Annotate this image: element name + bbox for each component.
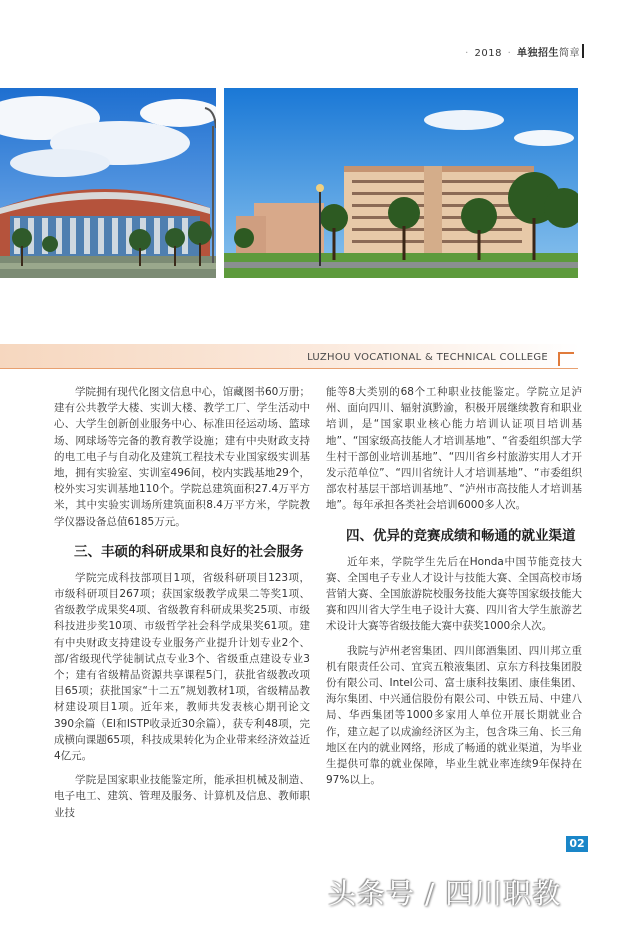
page-number: 02: [566, 836, 588, 852]
college-name: LUZHOU VOCATIONAL & TECHNICAL COLLEGE: [307, 352, 548, 363]
section-4-title: 四、优异的竞赛成绩和畅通的就业渠道: [346, 527, 576, 544]
section-3-title: 三、丰硕的科研成果和良好的社会服务: [74, 543, 304, 560]
campus-photo-dormitories: [224, 88, 578, 278]
header-year: 2018: [474, 48, 502, 59]
header-dot: ·: [507, 48, 512, 59]
header-title-bold: 单独招生: [517, 48, 559, 59]
employment-paragraph: 我院与泸州老窖集团、四川郎酒集团、四川邦立重机有限责任公司、宜宾五粮液集团、京东方科技集团股份有限公司、Intel公司、富士康科技集团、康佳集团、海尔集团、中兴通信股份有限公司、中铁五局、中建八局、华西集团等1000多家用人单位开展长期就业合作，建立起了以成渝经济区为主，包含珠三角、长三角地区在内的就业网络，形成了畅通的就业渠道，为毕业生提供可靠的就业保障，毕业生就业率连续9年保持在97%以上。: [326, 644, 582, 787]
left-column: [54, 384, 310, 821]
campus-photo-library: [0, 88, 216, 278]
banner-underline: [0, 368, 578, 369]
training-base-paragraph: 能等8大类别的68个工种职业技能鉴定。学院立足泸州、面向四川、辐射滇黔渝，积极开展继续教育和职业培训，是“国家职业核心能力培训认证项目培训基地”、“国家级高技能人才培训基地”、“省委组织部大学生村干部创业培训基地”、“四川省乡村旅游实用人才开发示范单位”、“四川省统计人才培训基地”、“市委组织部农村基层干部培训基地”、“泸州市高技能人才培训基地”。每年承担各类社会培训6000多人次。: [326, 386, 582, 512]
header-divider: [582, 44, 584, 58]
page-header: [463, 44, 580, 59]
research-paragraph: 学院完成科技部项目1项，省级科研项目123项，市级科研项目267项；获国家级教学成果二等奖1项、省级教学成果奖4项、省级教育科研成果奖25项、市级科技进步奖10项、市级哲学社会科学成果奖61项。建有中央财政支持建设专业服务产业提升计划专业2个、部/省级现代学徒制试点专业3个、省级重点建设专业3个；建有省级精品资源共享课程5门，获批省级教改项目65项；获批国家“十二五”规划教材1项，省级精品教材建设项目1项。近年来，教师共发表核心期刊论文390余篇（EI和ISTP收录近30余篇），获专利48项，完成横向课题65项，科技成果转化为企业带来经济效益近4亿元。: [54, 571, 310, 763]
skills-appraisal-paragraph: 学院是国家职业技能鉴定所，能承担机械及制造、电子电工、建筑、管理及服务、计算机及信息、教师职业技: [54, 774, 310, 819]
competition-paragraph: 近年来，学院学生先后在Honda中国节能竞技大赛、全国电子专业人才设计与技能大赛、全国高校市场营销大赛、全国旅游院校服务技能大赛等国家级技能大赛和四川省大学生电子设计大赛、四川省大学生旅游艺术设计大赛等省级技能大赛中获奖1000余人次。: [326, 555, 582, 633]
header-title-rest: 简章: [559, 48, 580, 59]
source-watermark: 头条号 / 四川职教: [328, 877, 562, 910]
facilities-paragraph: 学院拥有现代化图文信息中心，馆藏图书60万册；建有公共教学大楼、实训大楼、教学工厂、学生活动中心、大学生创新创业服务中心、标准田径运动场、篮球场、网球场等完备的教育教学设施；建有中央财政支持的电工电子与自动化及建筑工程技术专业国家级实训基地，拥有实验室、实训室496间，校内实践基地29个，校外实习实训基地110个。学院总建筑面积27.4万平方米，其中实验实训场所建筑面积8.4万平方米，学院教学仪器设备总值6185万元。: [54, 386, 310, 528]
header-dot: ·: [465, 48, 469, 59]
right-column: [326, 384, 582, 788]
banner-corner-mark: [558, 352, 574, 366]
